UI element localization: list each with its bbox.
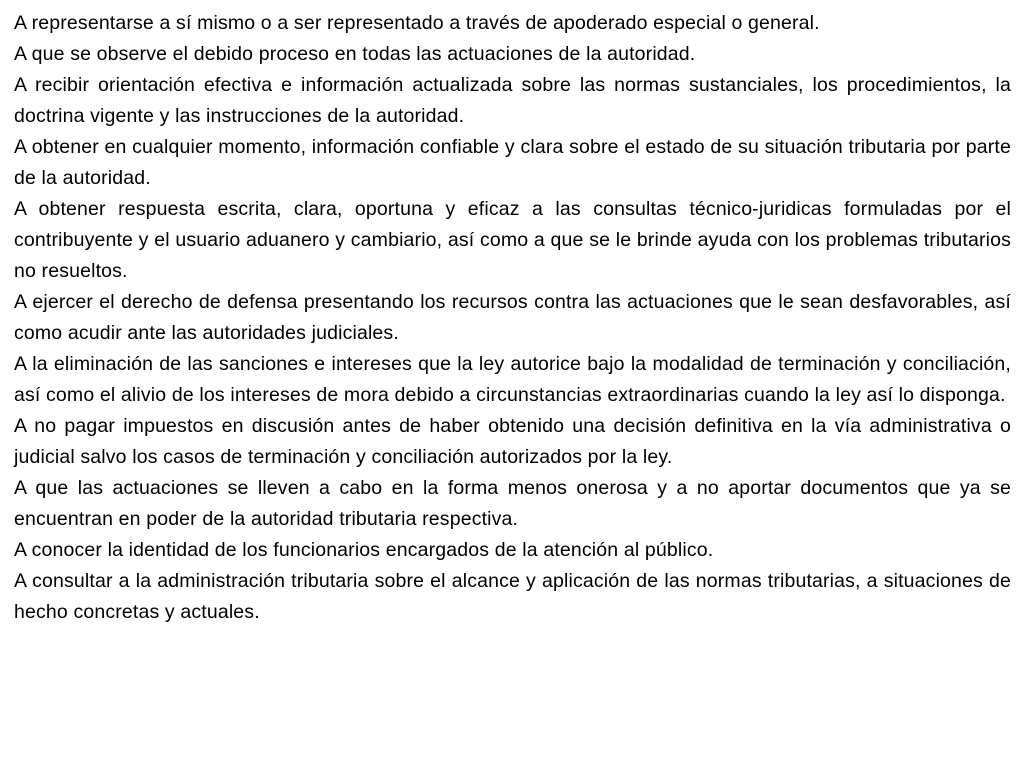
right-item-11: A consultar a la administración tributaria sobre el alcance y aplicación de las normas tributarias, a situaciones de hecho concretas y actuales.	[14, 570, 1011, 623]
right-item-2: A que se observe el debido proceso en todas las actuaciones de la autoridad.	[14, 43, 696, 65]
right-item-3: A recibir orientación efectiva e información actualizada sobre las normas sustanciales, los procedimientos, la doctrina vigente y las instrucciones de la autoridad.	[14, 74, 1011, 127]
right-item-4: A obtener en cualquier momento, información confiable y clara sobre el estado de su situación tributaria por parte de la autoridad.	[14, 136, 1011, 189]
right-item-6: A ejercer el derecho de defensa presentando los recursos contra las actuaciones que le sean desfavorables, así como acudir ante las autoridades judiciales.	[14, 291, 1011, 344]
right-item-9: A que las actuaciones se lleven a cabo en la forma menos onerosa y a no aportar documentos que ya se encuentran en poder de la autoridad tributaria respectiva.	[14, 477, 1011, 530]
right-item-1: A representarse a sí mismo o a ser representado a través de apoderado especial o general.	[14, 12, 820, 34]
right-item-8: A no pagar impuestos en discusión antes de haber obtenido una decisión definitiva en la vía administrativa o judicial salvo los casos de terminación y conciliación autorizados por la ley.	[14, 415, 1011, 468]
slide-body	[14, 8, 1011, 628]
right-item-5: A obtener respuesta escrita, clara, oportuna y eficaz a las consultas técnico-juridicas formuladas por el contribuyente y el usuario aduanero y cambiario, así como a que se le brinde ayuda con los problemas tributarios no resueltos.	[14, 198, 1011, 282]
right-item-7: A la eliminación de las sanciones e intereses que la ley autorice bajo la modalidad de terminación y conciliación, así como el alivio de los intereses de mora debido a circunstancias extraordinarias cuando la ley así lo disponga.	[14, 353, 1011, 406]
right-item-10: A conocer la identidad de los funcionarios encargados de la atención al público.	[14, 539, 714, 561]
